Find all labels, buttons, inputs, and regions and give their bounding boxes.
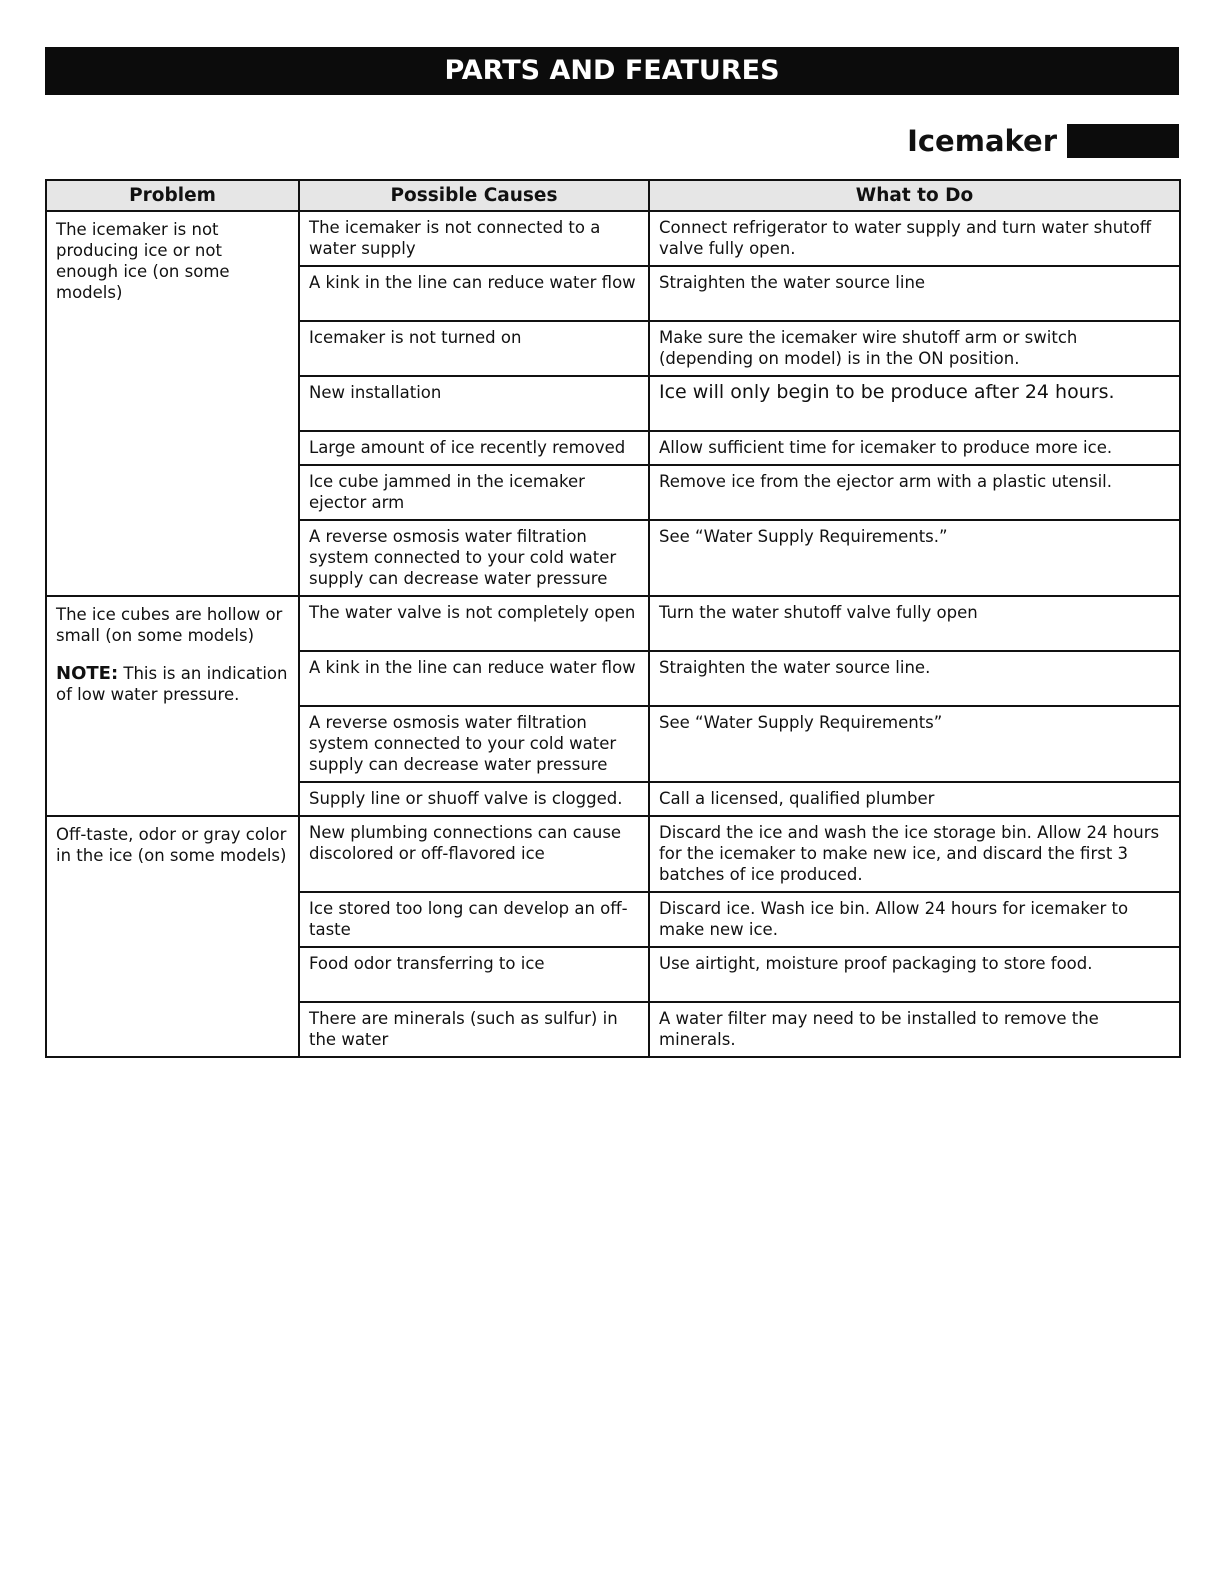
cause-cell: A kink in the line can reduce water flow — [299, 266, 649, 321]
action-cell: Ice will only begin to be produce after 24 hours. — [649, 376, 1180, 431]
problem-cell — [46, 596, 299, 816]
problem-text: Off-taste, odor or gray color in the ice (on some models) — [56, 825, 287, 865]
problem-text: The ice cubes are hollow or small (on some models) — [56, 605, 283, 645]
section-heading — [907, 124, 1179, 158]
page-banner: PARTS AND FEATURES — [45, 47, 1179, 95]
problem-cell — [46, 816, 299, 1057]
problem-cell — [46, 211, 299, 596]
action-cell: Allow sufficient time for icemaker to produce more ice. — [649, 431, 1180, 465]
cause-cell: Large amount of ice recently removed — [299, 431, 649, 465]
table-header-row — [46, 180, 1180, 211]
action-cell: Turn the water shutoff valve fully open — [649, 596, 1180, 651]
table-row — [46, 211, 1180, 266]
cause-cell: New plumbing connections can cause discolored or off-flavored ice — [299, 816, 649, 892]
cause-cell: Ice cube jammed in the icemaker ejector arm — [299, 465, 649, 520]
cause-cell: A reverse osmosis water filtration system connected to your cold water supply can decrease water pressure — [299, 706, 649, 782]
action-cell: Discard ice. Wash ice bin. Allow 24 hours for icemaker to make new ice. — [649, 892, 1180, 947]
section-bar — [1067, 124, 1179, 158]
cause-cell: Supply line or shuoff valve is clogged. — [299, 782, 649, 816]
cause-cell: New installation — [299, 376, 649, 431]
cause-cell: Food odor transferring to ice — [299, 947, 649, 1002]
problem-note — [56, 663, 289, 705]
header-problem: Problem — [46, 180, 299, 211]
action-cell: Straighten the water source line — [649, 266, 1180, 321]
action-cell: Straighten the water source line. — [649, 651, 1180, 706]
action-cell: Make sure the icemaker wire shutoff arm or switch (depending on model) is in the ON position. — [649, 321, 1180, 376]
action-cell: Remove ice from the ejector arm with a plastic utensil. — [649, 465, 1180, 520]
action-cell: See “Water Supply Requirements” — [649, 706, 1180, 782]
cause-cell: Ice stored too long can develop an off-taste — [299, 892, 649, 947]
table-row — [46, 596, 1180, 651]
cause-cell: The icemaker is not connected to a water supply — [299, 211, 649, 266]
action-cell: Connect refrigerator to water supply and turn water shutoff valve fully open. — [649, 211, 1180, 266]
cause-cell: The water valve is not completely open — [299, 596, 649, 651]
action-cell: Discard the ice and wash the ice storage bin. Allow 24 hours for the icemaker to make new ice, and discard the first 3 batches of ice produced. — [649, 816, 1180, 892]
action-cell: Call a licensed, qualified plumber — [649, 782, 1180, 816]
section-title: Icemaker — [907, 124, 1057, 158]
action-cell: See “Water Supply Requirements.” — [649, 520, 1180, 596]
header-action: What to Do — [649, 180, 1180, 211]
table-row — [46, 816, 1180, 892]
action-cell: A water filter may need to be installed to remove the minerals. — [649, 1002, 1180, 1057]
problem-text: The icemaker is not producing ice or not enough ice (on some models) — [56, 220, 230, 302]
header-causes: Possible Causes — [299, 180, 649, 211]
cause-cell: There are minerals (such as sulfur) in the water — [299, 1002, 649, 1057]
note-label: NOTE: — [56, 663, 119, 684]
action-cell: Use airtight, moisture proof packaging to store food. — [649, 947, 1180, 1002]
cause-cell: A reverse osmosis water filtration system connected to your cold water supply can decrease water pressure — [299, 520, 649, 596]
cause-cell: Icemaker is not turned on — [299, 321, 649, 376]
note-text: This is an indication of low water pressure. — [56, 664, 288, 704]
cause-cell: A kink in the line can reduce water flow — [299, 651, 649, 706]
troubleshooting-table — [45, 179, 1181, 1058]
